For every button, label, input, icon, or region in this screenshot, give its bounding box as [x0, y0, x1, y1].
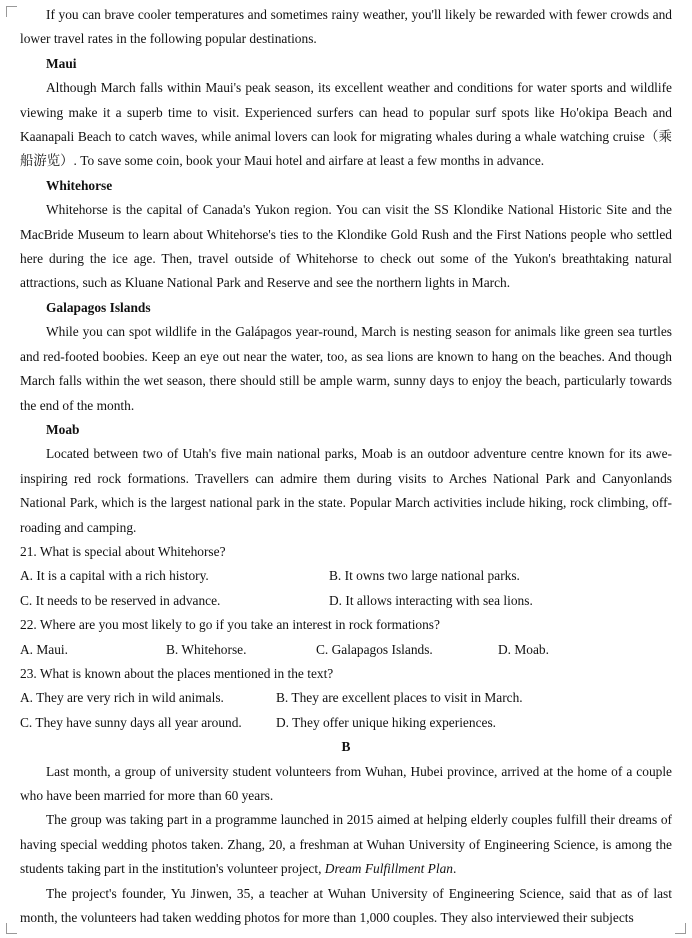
paragraph-galapagos: While you can spot wildlife in the Galápagos year-round, March is nesting season for animals like green sea turtles and red-footed boobies. Keep an eye out near the water, too, as sea lions are known to hang on the beaches. And though March falls within the wet season, there should still be ample warm, sunny days to enjoy the beach, particularly towards the end of the month. [20, 324, 672, 413]
heading-whitehorse: Whitehorse [46, 177, 113, 193]
option-23-d[interactable]: D. They offer unique hiking experiences. [276, 714, 497, 730]
crop-mark-bottom-right [675, 923, 686, 934]
paragraph-moab: Located between two of Utah's five main national parks, Moab is an outdoor adventure centre known for its awe-inspiring red rock formations. Travellers can admire them during visits to Arches National Park and Canyonlands National Park, which is the largest national park in the state. Popular March activities include hiking, rock climbing, off-roading and camping. [20, 446, 672, 535]
option-22-d[interactable]: D. Moab. [498, 641, 549, 657]
option-21-c[interactable]: C. It needs to be reserved in advance. [20, 592, 221, 608]
question-21-stem: 21. What is special about Whitehorse? [20, 543, 226, 559]
crop-mark-bottom-left [6, 923, 17, 934]
passage-a [20, 3, 672, 540]
passage-b-paragraph-2-end: . [452, 861, 457, 877]
question-22-stem: 22. Where are you most likely to go if you take an interest in rock formations? [20, 617, 440, 633]
question-21-options-row2 [20, 589, 672, 613]
questions [20, 540, 672, 735]
option-22-a[interactable]: A. Maui. [20, 641, 68, 657]
intro-paragraph: If you can brave cooler temperatures and sometimes rainy weather, you'll likely be rewarded with fewer crowds and lower travel rates in the following popular destinations. [20, 7, 672, 47]
crop-mark-top-left [6, 6, 17, 17]
question-23-options-row2 [20, 711, 672, 735]
option-21-a[interactable]: A. It is a capital with a rich history. [20, 568, 209, 584]
paragraph-maui: Although March falls within Maui's peak season, its excellent weather and conditions for water sports and wildlife viewing make it a superb time to visit. Experienced surfers can head to popular surf spots like Ho'okipa Beach and Kaanapali Beach to catch waves, while animal lovers can look for migrating whales during a whale watching cruise（乘船游览）. To save some coin, book your Maui hotel and airfare at least a few months in advance. [20, 80, 672, 169]
question-22-options [20, 638, 672, 662]
project-name: Dream Fulfillment Plan [324, 861, 453, 877]
option-21-b[interactable]: B. It owns two large national parks. [329, 568, 520, 584]
passage-b-paragraph-1: Last month, a group of university student volunteers from Wuhan, Hubei province, arrived at the home of a couple who have been married for more than 60 years. [20, 763, 672, 803]
question-23-stem: 23. What is known about the places mentioned in the text? [20, 665, 334, 681]
option-22-c[interactable]: C. Galapagos Islands. [316, 641, 433, 657]
passage-b-paragraph-3: The project's founder, Yu Jinwen, 35, a teacher at Wuhan University of Engineering Science, said that as of last month, the volunteers had taken wedding photos for more than 1,000 couples. They also interviewed their subjects [20, 885, 672, 925]
passage-b-paragraph-2-main: The group was taking part in a programme launched in 2015 aimed at helping elderly couples fulfill their dreams of having special wedding photos taken. Zhang, 20, a freshman at Wuhan University of Engineering Science, is among the students taking part in the institution's volunteer project, [20, 812, 672, 877]
option-23-c[interactable]: C. They have sunny days all year around. [20, 714, 242, 730]
option-23-a[interactable]: A. They are very rich in wild animals. [20, 690, 224, 706]
heading-maui: Maui [46, 55, 77, 71]
paragraph-whitehorse: Whitehorse is the capital of Canada's Yukon region. You can visit the SS Klondike National Historic Site and the MacBride Museum to learn about Whitehorse's ties to the Klondike Gold Rush and the First Nations people who settled here during the ice age. Then, travel outside of Whitehorse to check out some of the Yukon's breathtaking natural attractions, such as Kluane National Park and Reserve and see the northern lights in March. [20, 202, 672, 291]
heading-moab: Moab [46, 421, 80, 437]
option-22-b[interactable]: B. Whitehorse. [166, 641, 247, 657]
passage-b-letter: B [341, 739, 351, 755]
heading-galapagos: Galapagos Islands [46, 299, 151, 315]
option-23-b[interactable]: B. They are excellent places to visit in March. [276, 690, 523, 706]
question-21-options [20, 564, 672, 588]
option-21-d[interactable]: D. It allows interacting with sea lions. [329, 592, 533, 608]
passage-b-paragraph-2 [20, 808, 672, 881]
passage-b [20, 735, 672, 930]
question-23-options [20, 686, 672, 710]
